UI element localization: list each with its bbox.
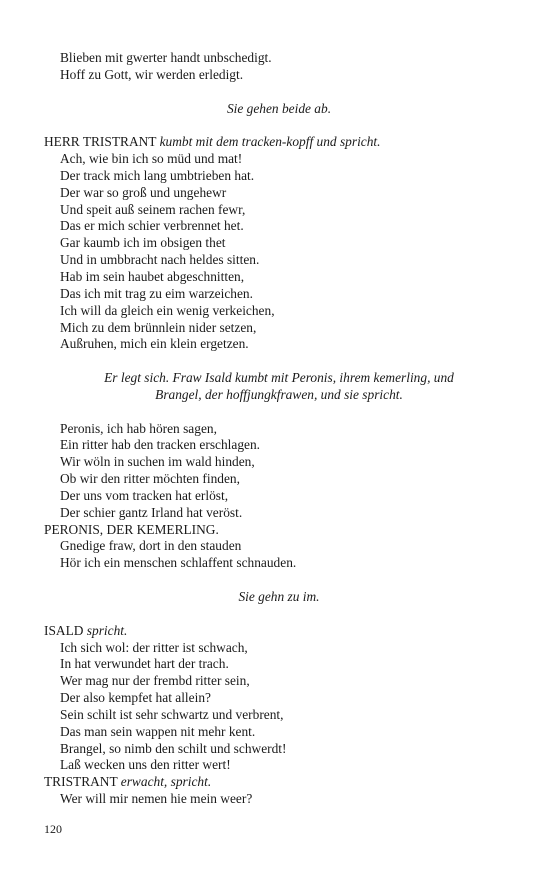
verse-line: Blieben mit gwerter handt unbschedigt. (60, 50, 272, 65)
verse-line: Ich sich wol: der ritter ist schwach, (60, 639, 248, 655)
speaker-heading (44, 134, 514, 151)
verse-line: Ich will da gleich ein wenig verkeichen, (60, 302, 275, 318)
speaker-heading (44, 623, 514, 640)
verse-line: Und speit auß seinem rachen fewr, (60, 201, 246, 217)
verse-line: Das er mich schier verbrennet het. (60, 218, 244, 234)
verse-line: Und in umbbracht nach heldes sitten. (60, 252, 260, 268)
verse-line: Der schier gantz Irland hat veröst. (60, 504, 243, 520)
verse-line: Der track mich lang umbtrieben hat. (60, 167, 255, 183)
verse-line: Der uns vom tracken hat erlöst, (60, 487, 229, 503)
blank-line (44, 117, 514, 134)
verse-line: Der war so groß und ungehewr (60, 184, 227, 200)
verse-line: Ein ritter hab den tracken erschlagen. (60, 437, 261, 453)
verse-line: In hat verwundet hart der trach. (60, 656, 229, 672)
blank-line (44, 606, 514, 623)
speaker-direction: spricht. (86, 622, 128, 638)
verse-line: Gnedige fraw, dort in den stauden (60, 538, 242, 554)
verse-line: Ach, wie bin ich so müd und mat! (60, 151, 243, 167)
verse-line: Das man sein wappen nit mehr kent. (60, 723, 256, 739)
blank-line (44, 404, 514, 421)
verse-line: Wer mag nur der frembd ritter sein, (60, 673, 250, 689)
stage-direction: Sie gehn zu im. (238, 589, 320, 604)
verse-line: Hör ich ein menschen schlaffent schnauden. (60, 555, 297, 571)
speaker-direction: kumbt mit dem tracken-kopff und spricht. (159, 134, 381, 150)
speaker-heading (44, 774, 514, 791)
blank-line (44, 572, 514, 589)
stage-direction: Er legt sich. Fraw Isald kumbt mit Peronis, ihrem kemerling, und (104, 370, 454, 386)
verse-line: Das ich mit trag zu eim warzeichen. (60, 285, 253, 301)
stage-direction: Sie gehen beide ab. (226, 100, 332, 116)
speaker-heading (44, 522, 514, 539)
speaker-direction: erwacht, spricht. (120, 774, 212, 790)
speaker-name: PERONIS, DER KEMERLING. (44, 521, 219, 537)
verse-line: Hoff zu Gott, wir werden erledigt. (60, 66, 244, 82)
verse-line: Ob wir den ritter möchten finden, (60, 471, 240, 487)
verse-line: Sein schilt ist sehr schwartz und verbrent, (60, 706, 284, 722)
verse-line: Peronis, ich hab hören sagen, (60, 420, 217, 436)
speaker-name: ISALD (44, 622, 84, 638)
verse-line: Laß wecken uns den ritter wert! (60, 757, 231, 773)
verse-line: Gar kaumb ich im obsigen thet (60, 235, 226, 251)
verse-line: Wer will mir nemen hie mein weer? (60, 791, 253, 807)
speaker-name: TRISTRANT (44, 774, 118, 790)
page-body (44, 50, 514, 808)
speaker-name: HERR TRISTRANT (44, 134, 157, 150)
blank-line (44, 84, 514, 101)
verse-line: Der also kempfet hat allein? (60, 690, 211, 706)
verse-line: Mich zu dem brünnlein nider setzen, (60, 319, 257, 335)
verse-line: Außruhen, mich ein klein ergetzen. (60, 336, 249, 352)
stage-direction: Brangel, der hoffjungkfrawen, und sie spricht. (155, 386, 403, 402)
verse-line: Hab im sein haubet abgeschnitten, (60, 268, 245, 284)
verse-line: Wir wöln in suchen im wald hinden, (60, 454, 255, 470)
verse-line: Brangel, so nimb den schilt und schwerdt! (60, 740, 287, 756)
page-number: 120 (44, 822, 62, 836)
blank-line (44, 353, 514, 370)
